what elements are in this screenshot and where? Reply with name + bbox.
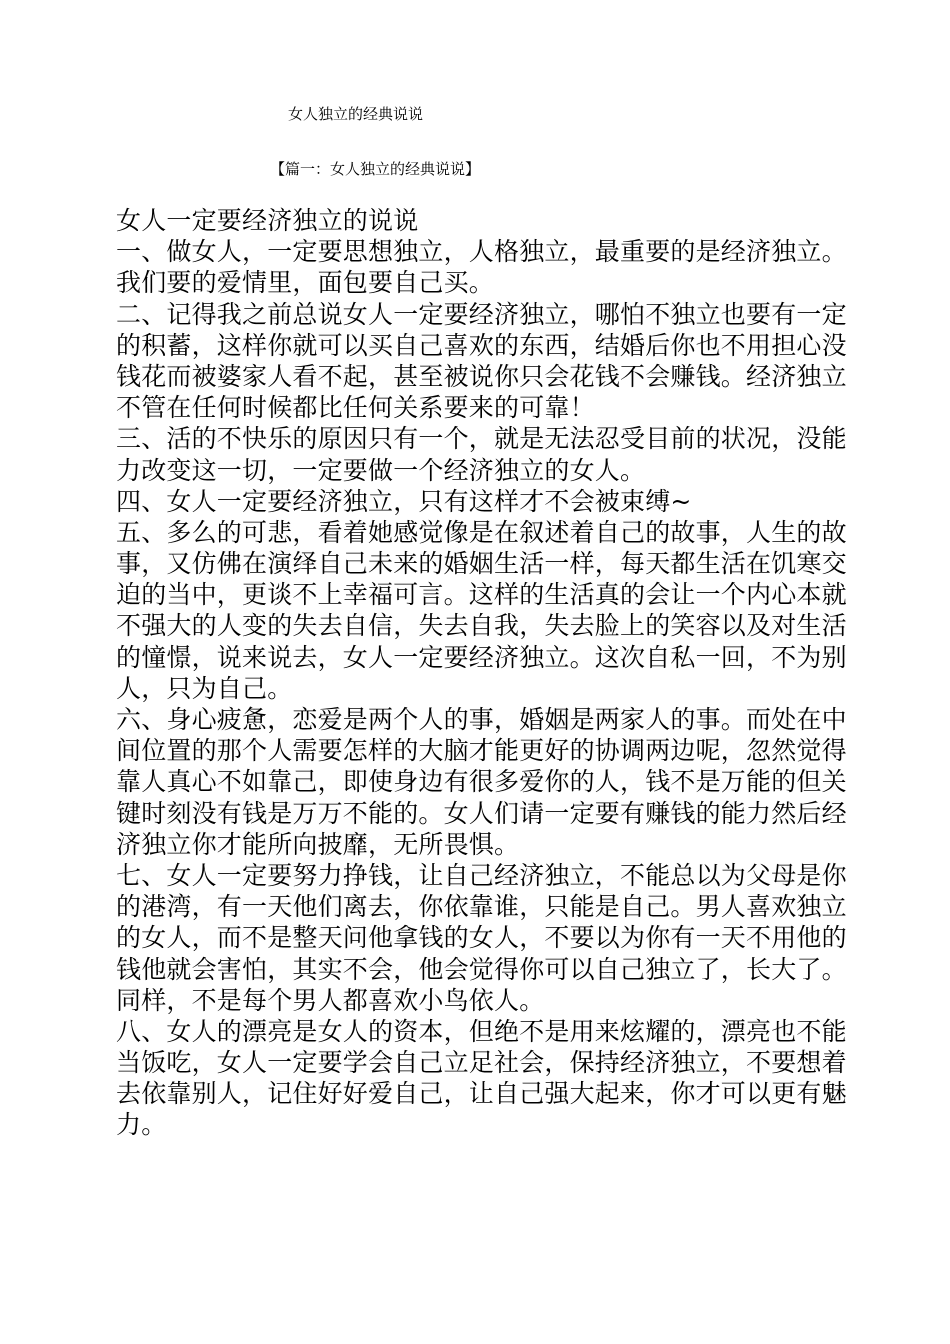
document-subtitle: 【篇一：女人独立的经典说说】 [270,160,481,178]
body-line: 不强大的人变的失去自信，失去自我，失去脸上的笑容以及对生活 [116,611,847,641]
body-line: 去依靠别人，记住好好爱自己，让自己强大起来，你才可以更有魅 [116,1079,847,1109]
document-title: 女人独立的经典说说 [288,105,424,123]
body-line: 钱他就会害怕，其实不会，他会觉得你可以自己独立了，长大了。 [116,954,847,984]
body-line: 的女人，而不是整天问他拿钱的女人，不要以为你有一天不用他的 [116,923,847,953]
body-line: 间位置的那个人需要怎样的大脑才能更好的协调两边呢，忽然觉得 [116,736,847,766]
body-line: 键时刻没有钱是万万不能的。女人们请一定要有赚钱的能力然后经 [116,798,847,828]
body-line: 迫的当中，更谈不上幸福可言。这样的生活真的会让一个内心本就 [116,580,847,610]
body-line: 四、女人一定要经济独立，只有这样才不会被束缚~ [116,486,692,516]
document-body [116,205,896,1141]
body-line: 一、做女人，一定要思想独立，人格独立，最重要的是经济独立。 [116,237,847,267]
body-line: 不管在任何时候都比任何关系要来的可靠！ [116,393,595,423]
body-heading: 女人一定要经济独立的说说 [116,206,419,235]
body-line: 我们要的爱情里，面包要自己买。 [116,268,495,298]
body-line: 三、活的不快乐的原因只有一个，就是无法忍受目前的状况，没能 [116,424,847,454]
body-line: 事，又仿佛在演绎自己未来的婚姻生活一样，每天都生活在饥寒交 [116,549,847,579]
body-line: 七、女人一定要努力挣钱，让自己经济独立，不能总以为父母是你 [116,860,847,890]
body-line: 济独立你才能所向披靡，无所畏惧。 [116,829,520,859]
body-line: 五、多么的可悲，看着她感觉像是在叙述着自己的故事，人生的故 [116,517,847,547]
body-line: 八、女人的漂亮是女人的资本，但绝不是用来炫耀的，漂亮也不能 [116,1016,847,1046]
body-line: 的积蓄，这样你就可以买自己喜欢的东西，结婚后你也不用担心没 [116,330,847,360]
body-line: 的港湾，有一天他们离去，你依靠谁，只能是自己。男人喜欢独立 [116,892,847,922]
body-line: 的憧憬，说来说去，女人一定要经济独立。这次自私一回，不为别 [116,642,847,672]
body-line: 靠人真心不如靠己，即使身边有很多爱你的人，钱不是万能的但关 [116,767,847,797]
body-line: 六、身心疲惫，恋爱是两个人的事，婚姻是两家人的事。而处在中 [116,705,847,734]
body-line: 同样，不是每个男人都喜欢小鸟依人。 [116,985,545,1015]
body-line: 人，只为自己。 [116,673,293,703]
body-line: 二、记得我之前总说女人一定要经济独立，哪怕不独立也要有一定 [116,299,847,329]
body-line: 钱花而被婆家人看不起，甚至被说你只会花钱不会赚钱。经济独立 [116,361,847,391]
body-line: 当饭吃，女人一定要学会自己立足社会，保持经济独立，不要想着 [116,1048,847,1078]
body-line: 力改变这一切，一定要做一个经济独立的女人。 [116,455,646,485]
body-line: 力。 [116,1110,167,1140]
